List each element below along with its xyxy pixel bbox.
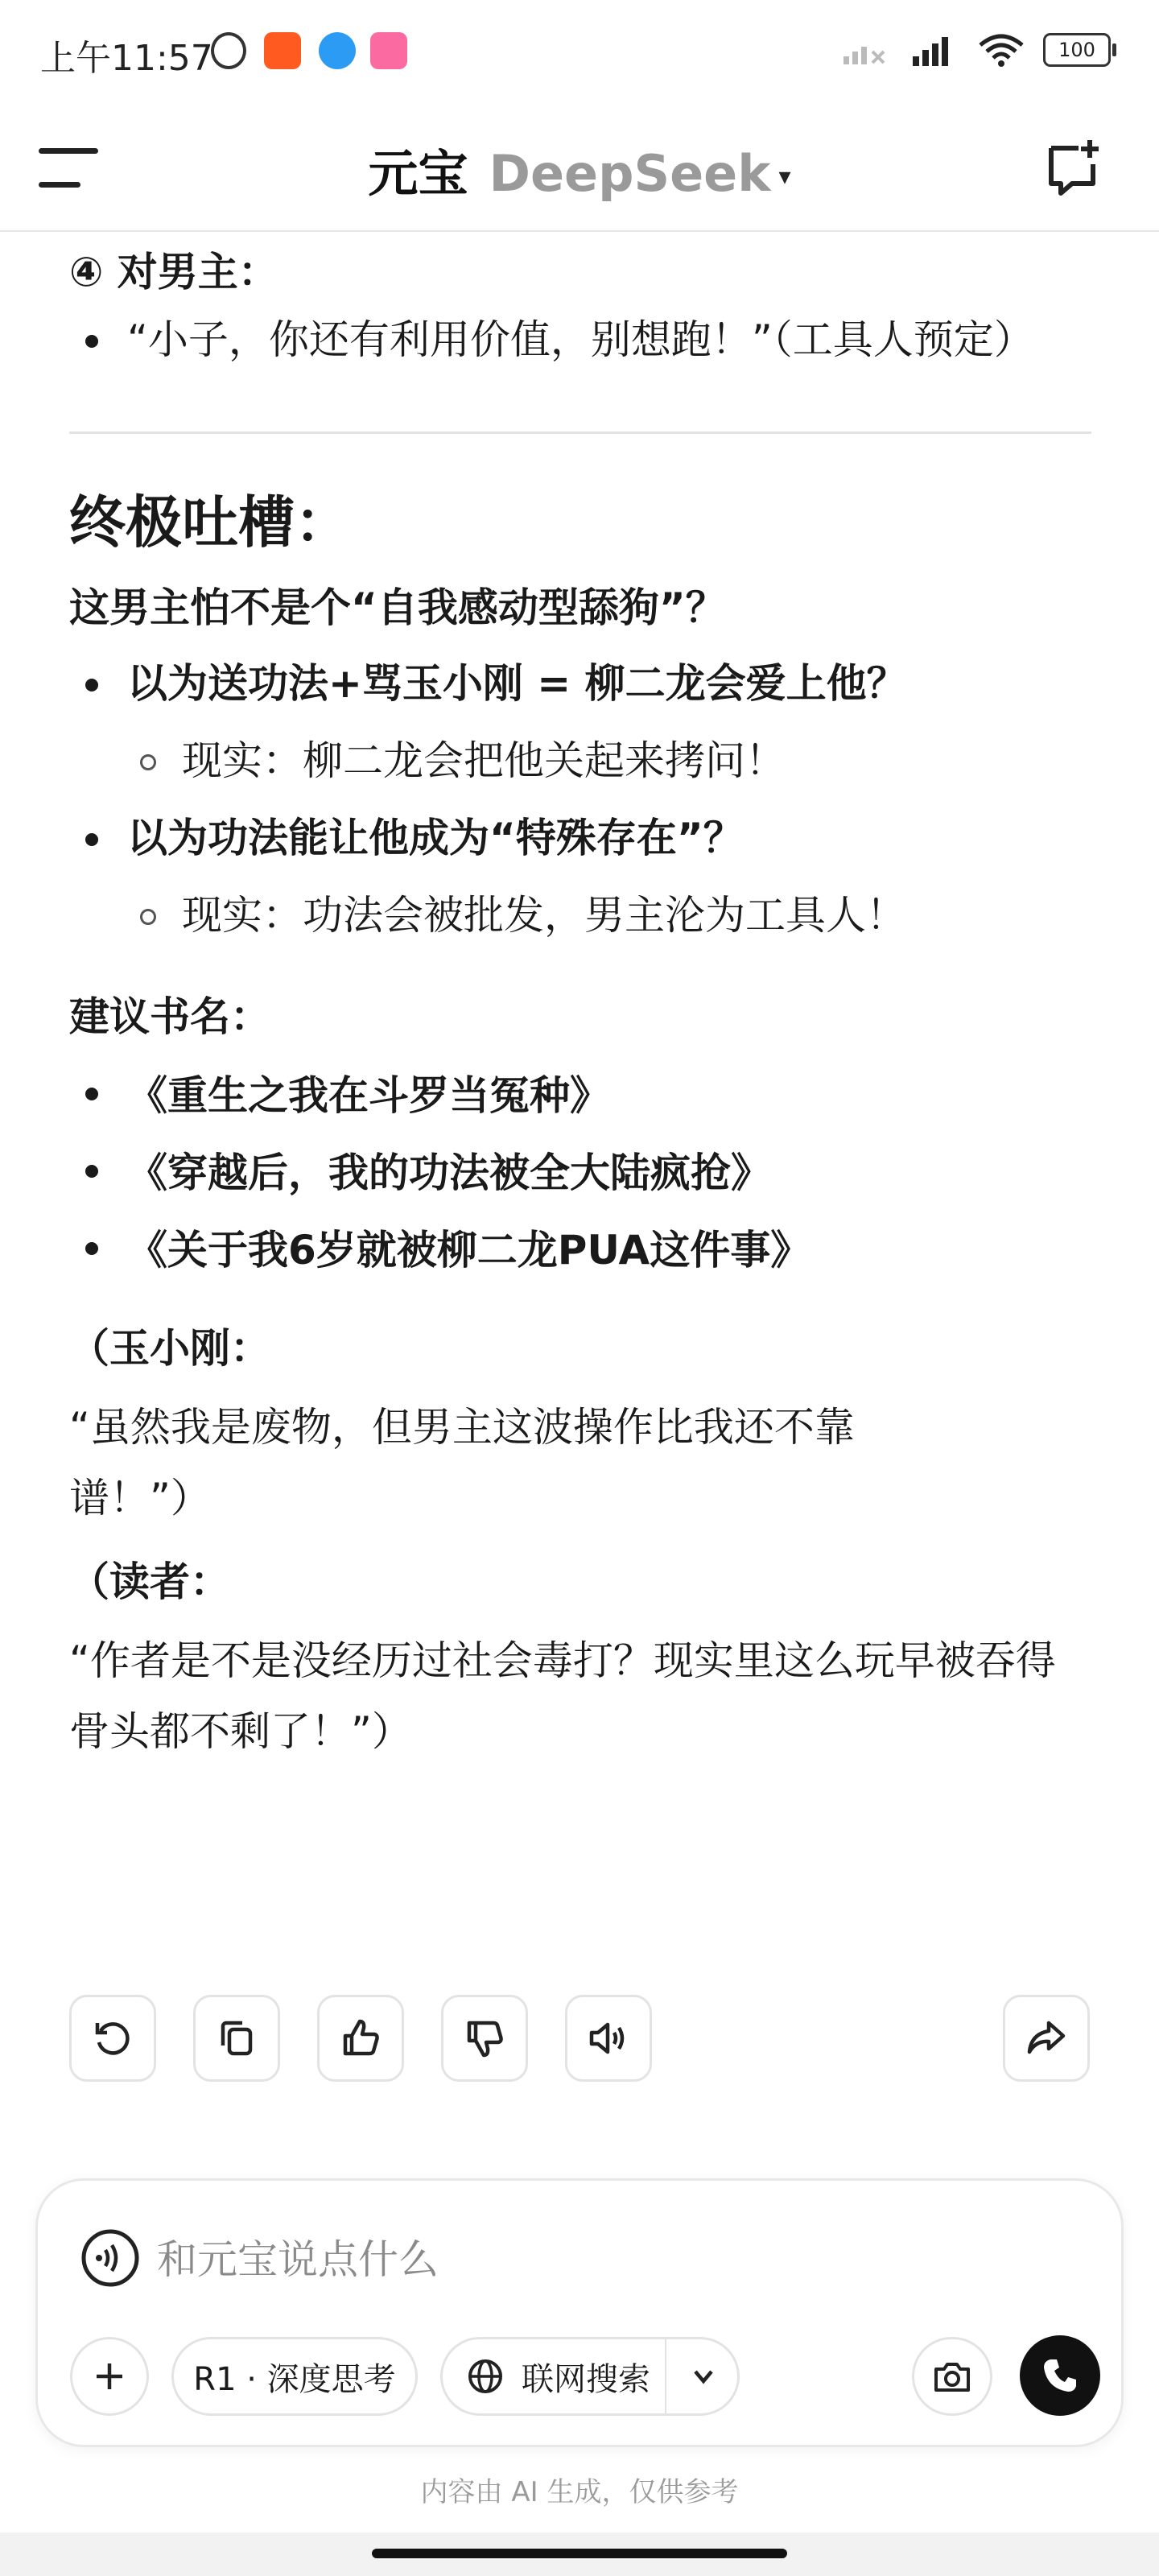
read-aloud-button[interactable]	[565, 1995, 652, 2082]
web-search-toggle[interactable]	[440, 2337, 740, 2416]
divider	[69, 431, 1091, 434]
titles-list	[69, 1057, 1091, 1289]
composer	[35, 2178, 1124, 2447]
quote-label: （读者：	[69, 1558, 230, 1605]
copy-icon	[215, 2017, 258, 2060]
sub-list	[69, 873, 1091, 957]
item-heading: ④ 对男主：	[69, 249, 278, 295]
model-name: DeepSeek	[489, 144, 771, 203]
quote-text: “作者是不是没经历过社会毒打？现实里这么玩早被吞得骨头都不剩了！”）	[69, 1637, 1056, 1755]
copy-button[interactable]	[193, 1995, 280, 2082]
quote-label: （玉小刚：	[69, 1325, 270, 1372]
thumbs-up-icon	[339, 2017, 382, 2060]
app-title: 元宝	[368, 144, 468, 203]
list-item: “小子，你还有利用价值，别想跑！”（工具人预定）	[69, 304, 1091, 375]
dislike-button[interactable]	[441, 1995, 528, 2082]
point-claim: 以为送功法+骂玉小刚 = 柳二龙会爱上他？	[127, 660, 907, 707]
message-actions	[69, 1995, 1091, 2085]
bilibili-app-icon	[370, 32, 407, 69]
regenerate-button[interactable]	[69, 1995, 156, 2082]
chevron-down-icon: ▾	[778, 163, 791, 192]
points-list	[69, 648, 1091, 957]
titles-heading: 建议书名：	[69, 993, 270, 1040]
taobao-app-icon	[264, 32, 301, 69]
model-selector[interactable]	[0, 134, 1159, 205]
signal-x-icon	[842, 34, 892, 66]
voice-input-icon[interactable]	[80, 2227, 141, 2289]
point-claim: 以为功法能让他成为“特殊存在”？	[127, 815, 744, 861]
list-item: 《重生之我在斗罗当冤种》	[69, 1057, 1091, 1134]
qq-app-icon	[319, 32, 356, 69]
wifi-icon	[977, 32, 1025, 68]
home-indicator[interactable]	[372, 2549, 787, 2558]
message-input[interactable]	[155, 2223, 963, 2297]
phone-icon	[1039, 2355, 1081, 2396]
new-chat-icon[interactable]	[1043, 137, 1104, 198]
section-title: 终极吐槽：	[69, 489, 351, 555]
sub-list-item: 现实：柳二龙会把他关起来拷问！	[69, 719, 1091, 803]
status-time: 上午11:57	[40, 38, 213, 79]
add-attachment-button[interactable]	[70, 2337, 149, 2416]
battery-indicator: 100	[1043, 33, 1111, 67]
question-text: 这男主怕不是个“自我感动型舔狗”？	[69, 584, 726, 631]
like-button[interactable]	[317, 1995, 404, 2082]
list-item	[69, 648, 1091, 803]
app-header	[0, 105, 1159, 232]
chevron-down-icon[interactable]	[681, 2355, 726, 2399]
camera-icon	[931, 2358, 973, 2395]
refresh-icon	[91, 2017, 134, 2060]
divider	[665, 2339, 666, 2413]
voice-call-button[interactable]	[1020, 2335, 1100, 2416]
status-bar	[0, 0, 1159, 105]
speaker-icon	[587, 2017, 630, 2060]
list-item	[69, 803, 1091, 957]
deep-think-toggle[interactable]	[171, 2337, 418, 2416]
share-button[interactable]	[1003, 1995, 1090, 2082]
signal-icon	[909, 32, 959, 68]
plus-icon	[92, 2359, 127, 2394]
list-item: 《关于我6岁就被柳二龙PUA这件事》	[69, 1212, 1091, 1289]
web-search-label: 联网搜索	[522, 2360, 650, 2398]
quote-text: “虽然我是废物，但男主这波操作比我还不靠谱！”）	[69, 1404, 855, 1521]
sub-list-item: 现实：功法会被批发，男主沦为工具人！	[69, 873, 1091, 957]
camera-button[interactable]	[912, 2337, 992, 2416]
thumbs-down-icon	[463, 2017, 506, 2060]
list-item: 《穿越后，我的功法被全大陆疯抢》	[69, 1134, 1091, 1212]
assistant-message	[69, 230, 1091, 1767]
globe-icon	[467, 2358, 504, 2395]
alarm-icon	[211, 32, 246, 69]
disclaimer-text: 内容由 AI 生成，仅供参考	[420, 2476, 739, 2508]
deep-think-label: R1 · 深度思考	[193, 2360, 396, 2398]
share-icon	[1025, 2017, 1068, 2060]
status-right	[842, 32, 1111, 68]
bullet-list	[69, 304, 1091, 375]
sub-list	[69, 719, 1091, 803]
